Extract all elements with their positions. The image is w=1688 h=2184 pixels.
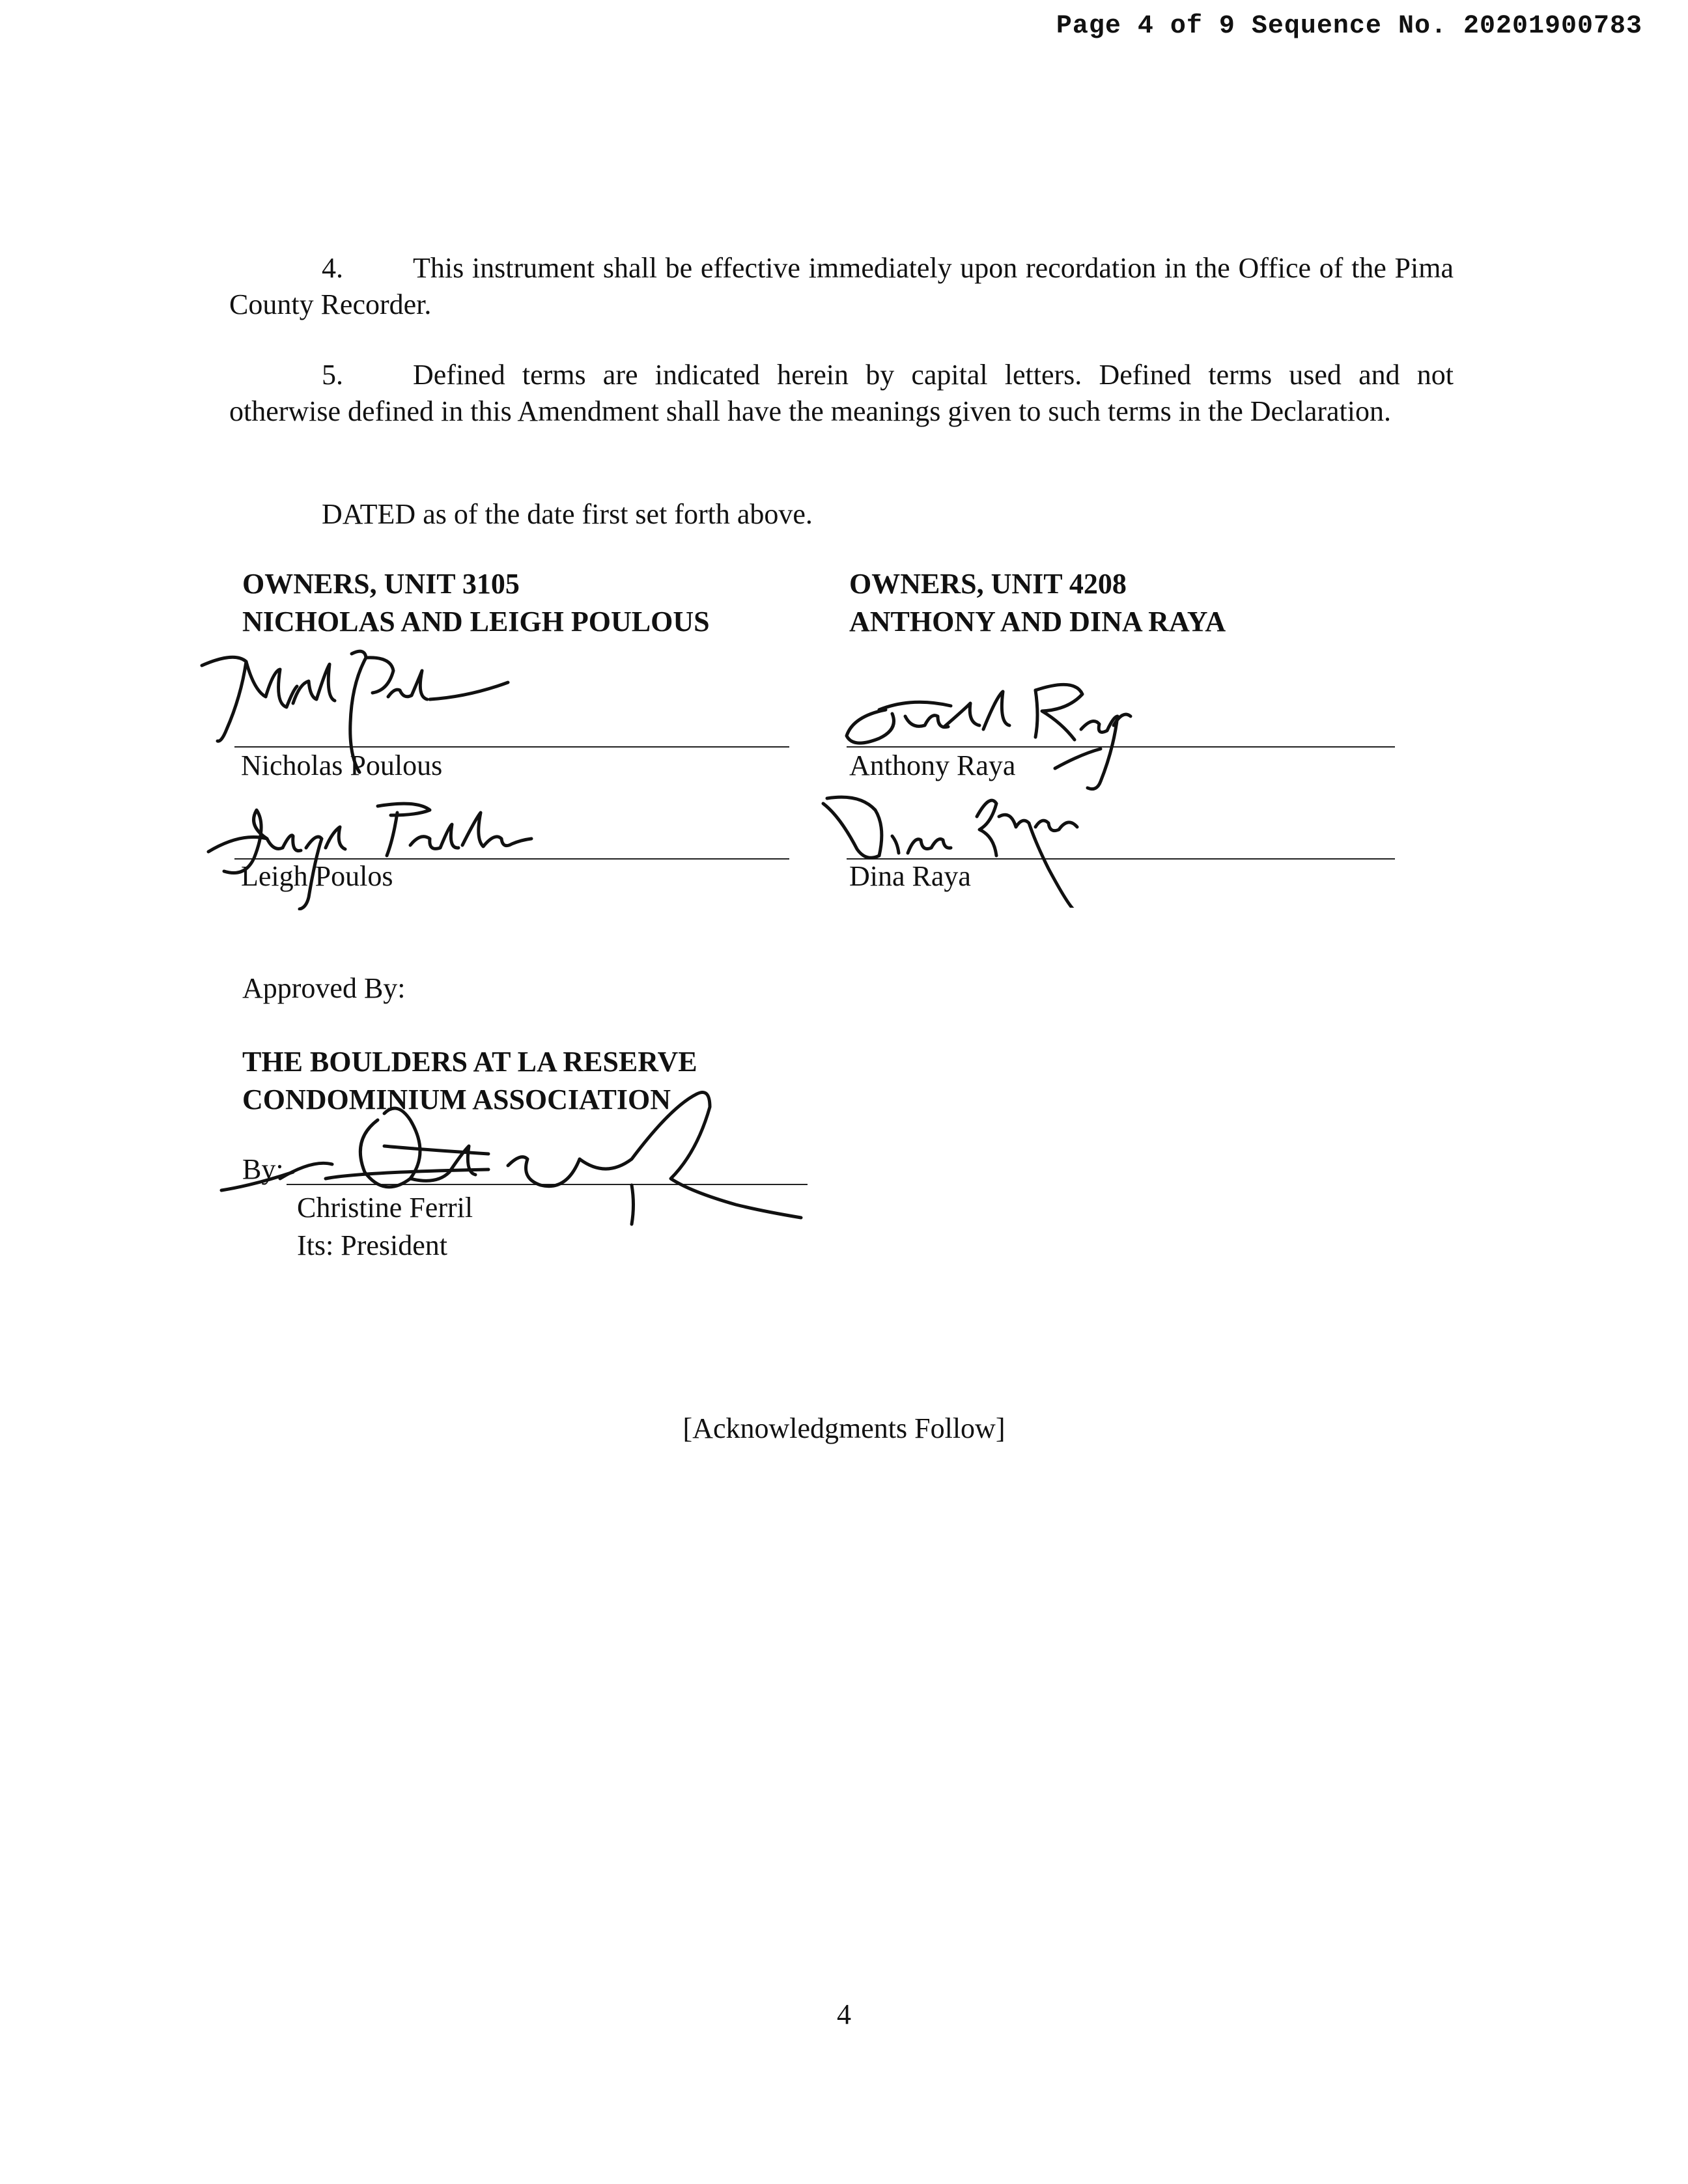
heading-line: NICHOLAS AND LEIGH POULOUS [242,606,710,637]
president-title: Its: President [297,1229,447,1261]
paragraph-text: This instrument shall be effective immediately upon recordation in the Office of the Pima County Recorder. [229,252,1454,320]
signer-anthony: Anthony Raya [849,749,1016,781]
signer-nicholas: Nicholas Poulous [241,749,443,781]
association-line: CONDOMINIUM ASSOCIATION [242,1084,671,1115]
acknowledgments-note: [Acknowledgments Follow] [682,1412,1006,1444]
recording-header: Page 4 of 9 Sequence No. 20201900783 [1056,12,1642,41]
dated-statement: DATED as of the date first set forth above. [322,498,813,530]
paragraph-text: Defined terms are indicated herein by capital letters. Defined terms used and not otherwise defined in this Amendment shall have the meanings given to such terms in the Declaration. [229,359,1454,427]
paragraph-number: 5. [322,359,343,391]
signer-leigh: Leigh Poulos [241,860,393,892]
heading-line: ANTHONY AND DINA RAYA [849,606,1226,637]
paragraph-5 [229,357,1454,430]
signature-anthony [840,671,1140,794]
heading-line: OWNERS, UNIT 3105 [242,568,520,600]
approved-by-label: Approved By: [242,972,406,1004]
signature-leigh [202,793,541,910]
heading-line: OWNERS, UNIT 4208 [849,568,1127,600]
association-line: THE BOULDERS AT LA RESERVE [242,1046,697,1078]
signature-dina [821,791,1120,908]
by-label: By: [242,1153,284,1185]
paragraph-number: 4. [322,252,343,284]
paragraph-4 [229,250,1454,323]
signature-christine-ferril [215,1081,814,1244]
page-number: 4 [837,1998,851,2030]
owners-unit-4208-heading [849,565,1226,641]
president-name: Christine Ferril [297,1192,473,1224]
signature-nicholas [195,645,534,775]
signer-dina: Dina Raya [849,860,971,892]
owners-unit-3105-heading [242,565,710,641]
